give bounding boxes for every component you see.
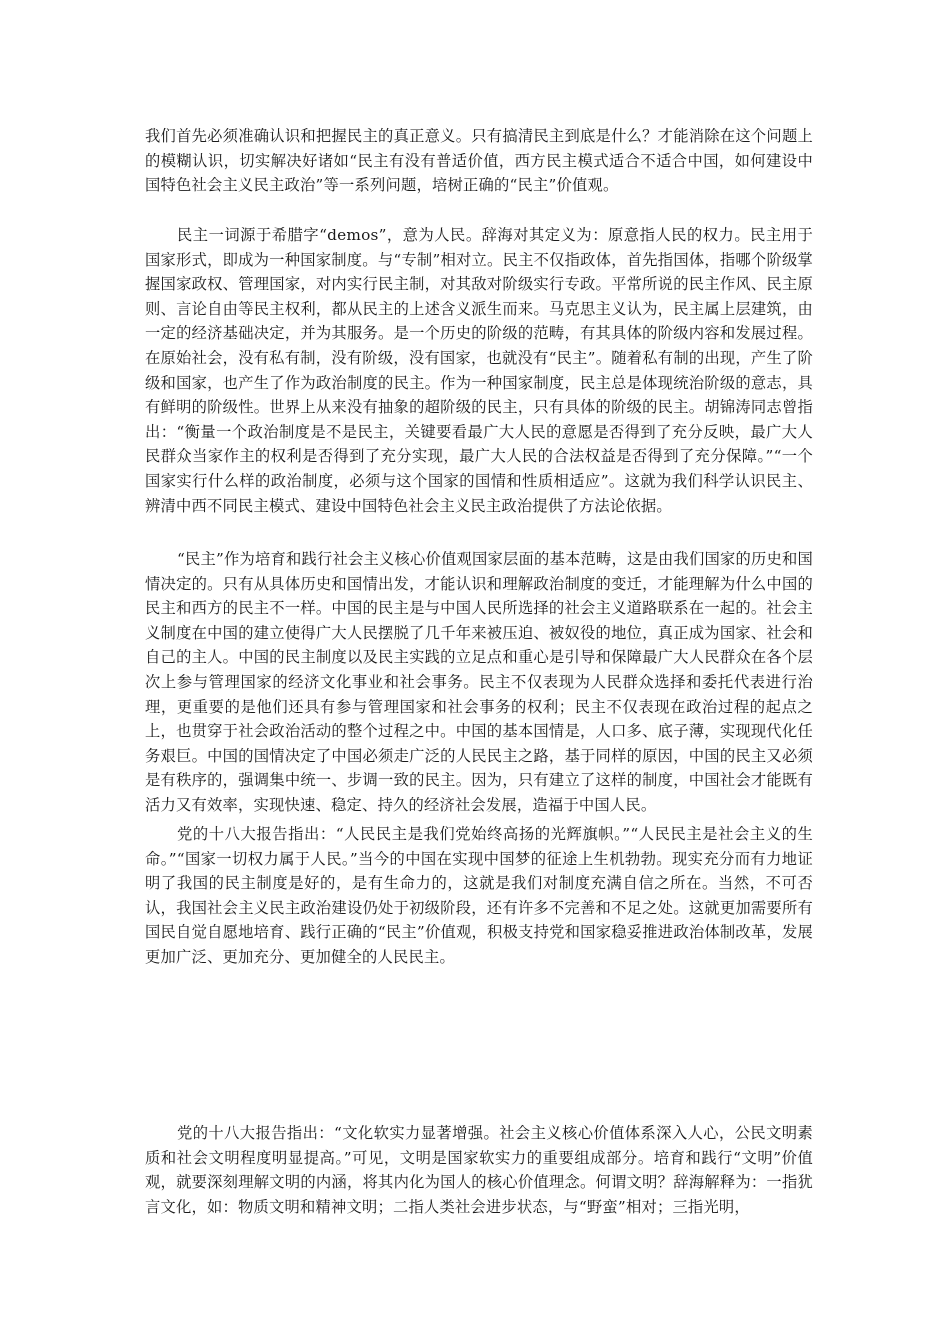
- paragraph-eighteenth-congress-democracy: 党的十八大报告指出：“人民民主是我们党始终高扬的光辉旗帜。”“人民民主是社会主义的生命。”“国家一切权力属于人民。”当今的中国在实现中国梦的征途上生机勃勃。现实充分而有力地证明了我国的民主制度是好的，是有生命力的，这就是我们对制度充满自信之所在。当然，不可否认，我国社会主义民主政治建设仍处于初级阶段，还有许多不完善和不足之处。这就更加需要所有国民自觉自愿地培育、践行正确的“民主”价值观，积极支持党和国家稳妥推进政治体制改革，发展更加广泛、更加充分、更加健全的人民民主。: [145, 825, 813, 966]
- paragraph-democracy-china: “民主”作为培育和践行社会主义核心价值观国家层面的基本范畴，这是由我们国家的历史和国情决定的。只有从具体历史和国情出发，才能认识和理解政治制度的变迁，才能理解为什么中国的民主和西方的民主不一样。中国的民主是与中国人民所选择的社会主义道路联系在一起的。社会主义制度在中国的建立使得广大人民摆脱了几千年来被压迫、被奴役的地位，真正成为国家、社会和自己的主人。中国的民主制度以及民主实践的立足点和重心是引导和保障最广大人民群众在各个层次上参与管理国家的经济文化事业和社会事务。民主不仅表现为人民群众选择和委托代表进行治理，更重要的是他们还具有参与管理国家和社会事务的权利；民主不仅表现在政治过程的起点之上，也贯穿于社会政治活动的整个过程之中。中国的基本国情是，人口多、底子薄，实现现代化任务艰巨。中国的国情决定了中国必须走广泛的人民民主之路，基于同样的原因，中国的民主又必须是有秩序的，强调集中统一、步调一致的民主。因为，只有建立了这样的制度，中国社会才能既有活力又有效率，实现快速、稳定、持久的经济社会发展，造福于中国人民。: [145, 550, 813, 814]
- paragraph-democracy-intro: 我们首先必须准确认识和把握民主的真正意义。只有搞清民主到底是什么？才能消除在这个问题上的模糊认识，切实解决好诸如“民主有没有普适价值，西方民主模式适合不适合中国，如何建设中国特色社会主义民主政治”等一系列问题，培树正确的“民主”价值观。: [145, 127, 813, 195]
- paragraph-civilization: 党的十八大报告指出：“文化软实力显著增强。社会主义核心价值体系深入人心，公民文明素质和社会文明程度明显提高。”可见，文明是国家软实力的重要组成部分。培育和践行“文明”价值观，就要深刻理解文明的内涵，将其内化为国人的核心价值理念。何谓文明？辞海解释为：一指犹言文化，如：物质文明和精神文明；二指人类社会进步状态，与“野蛮”相对；三指光明，: [145, 1124, 813, 1216]
- paragraph-democracy-definition: 民主一词源于希腊字“demos”，意为人民。辞海对其定义为：原意指人民的权力。民主用于国家形式，即成为一种国家制度。与“专制”相对立。民主不仅指政体，首先指国体，指哪个阶级掌握国家政权、管理国家，对内实行民主制，对其敌对阶级实行专政。平常所说的民主作风、民主原则、言论自由等民主权利，都从民主的上述含义派生而来。马克思主义认为，民主属上层建筑，由一定的经济基础决定，并为其服务。是一个历史的阶级的范畴，有其具体的阶级内容和发展过程。在原始社会，没有私有制，没有阶级，没有国家，也就没有“民主”。随着私有制的出现，产生了阶级和国家，也产生了作为政治制度的民主。作为一种国家制度，民主总是体现统治阶级的意志，具有鲜明的阶级性。世界上从来没有抽象的超阶级的民主，只有具体的阶级的民主。胡锦涛同志曾指出：“衡量一个政治制度是不是民主，关键要看最广大人民的意愿是否得到了充分反映，最广大人民群众当家作主的权利是否得到了充分实现，最广大人民的合法权益是否得到了充分保障。”“一个国家实行什么样的政治制度，必须与这个国家的国情和性质相适应”。这就为我们科学认识民主、辨清中西不同民主模式、建设中国特色社会主义民主政治提供了方法论依据。: [145, 226, 813, 515]
